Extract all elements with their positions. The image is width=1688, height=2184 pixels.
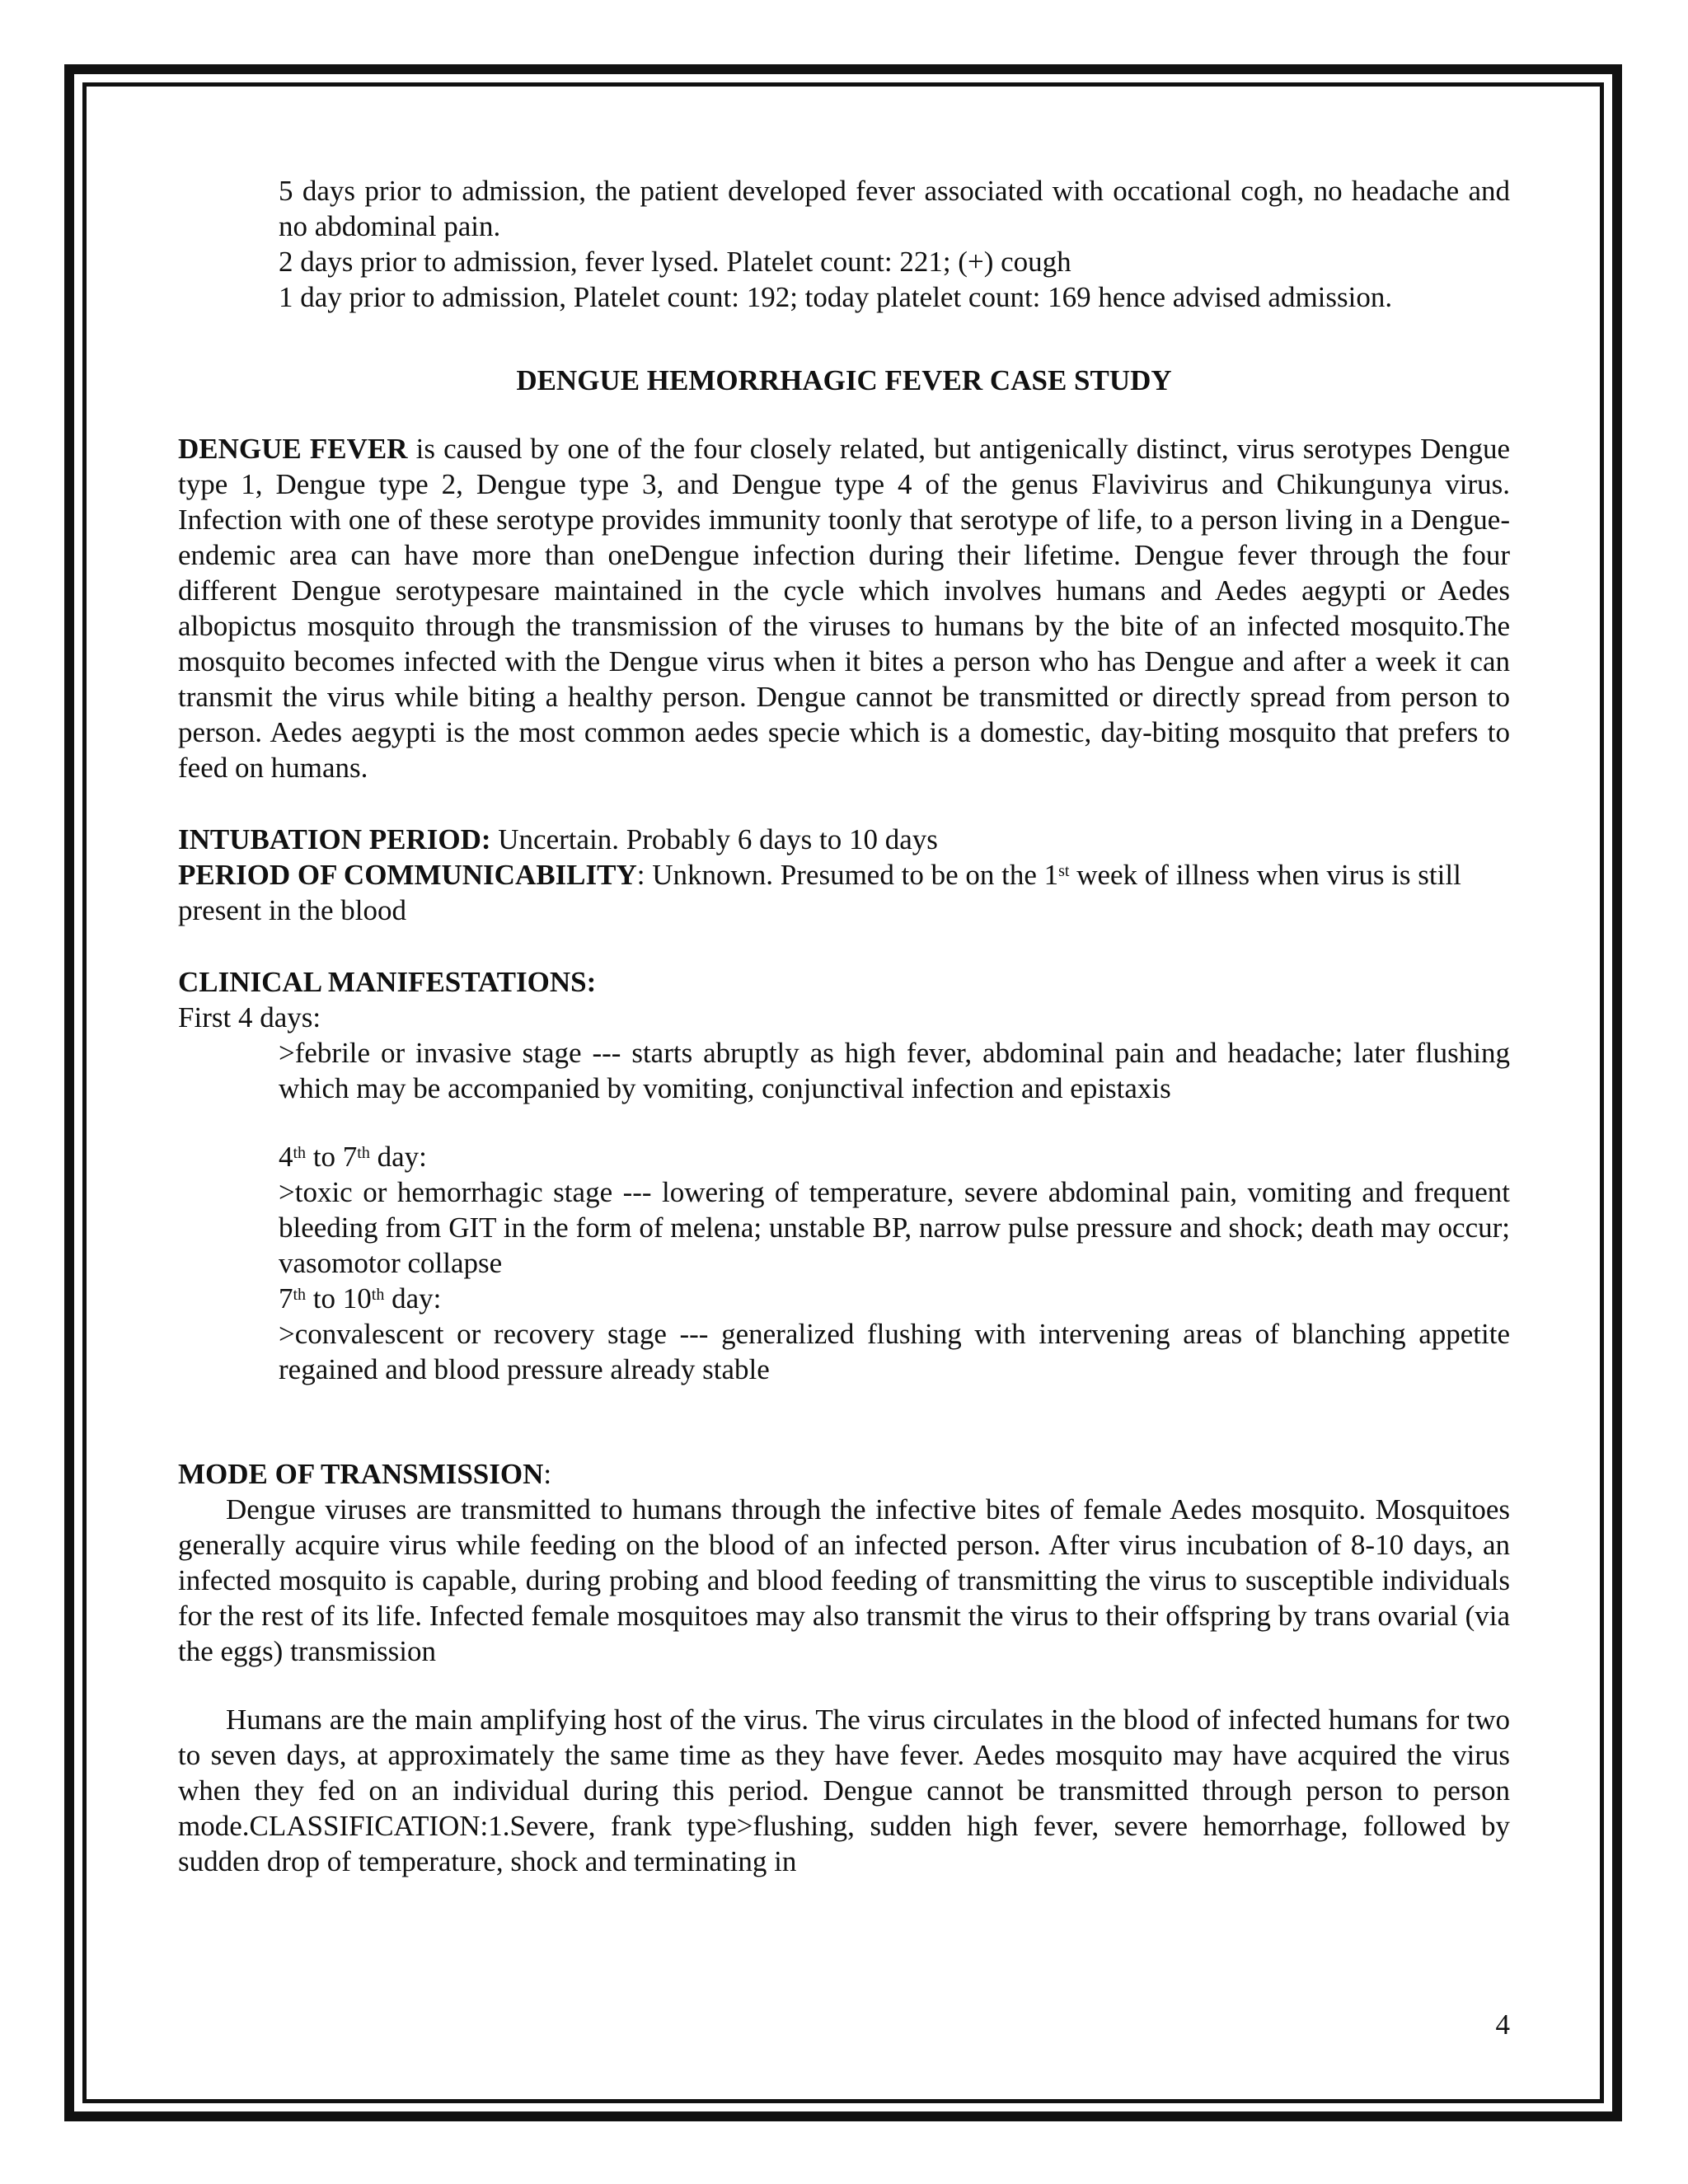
transmission-heading <box>178 1456 1510 1492</box>
transmission-heading-colon: : <box>543 1458 552 1490</box>
day3-a-sup: th <box>293 1286 307 1304</box>
clinical-heading-text: CLINICAL MANIFESTATIONS: <box>178 966 597 998</box>
intro-line-2: 2 days prior to admission, fever lysed. Platelet count: 221; (+) cough <box>279 246 1071 278</box>
dengue-fever-label: DENGUE FEVER <box>178 433 408 465</box>
communicability-paragraph <box>178 857 1510 928</box>
transmission-paragraph-1: Dengue viruses are transmitted to humans through the infective bites of female Aedes mosquito. Mosquitoes generally acquire virus while feeding on the blood of an infected person. After virus incubation of 8-10 days, an infected mosquito is capable, during probing and blood feeding of transmitting the virus to susceptible individuals for the rest of its life. Infected female mosquitoes may also transmit the virus to their offspring by trans ovarial (via the eggs) transmission <box>178 1493 1510 1667</box>
communicability-label: PERIOD OF COMMUNICABILITY <box>178 859 637 891</box>
intro-block <box>178 173 1510 315</box>
day2-b-sup: th <box>357 1144 370 1162</box>
document-title: DENGUE HEMORRHAGIC FEVER CASE STUDY <box>516 364 1172 396</box>
dengue-fever-paragraph <box>178 431 1510 785</box>
communicability-text-after: week of illness when virus is still present in the blood <box>178 859 1461 926</box>
stage-2-days <box>279 1139 1510 1174</box>
first-days-label: First 4 days: <box>178 1001 321 1033</box>
page-number: 4 <box>1495 2008 1510 2041</box>
day3-b-sup: th <box>371 1286 385 1304</box>
incubation-line <box>178 822 1510 857</box>
clinical-stages <box>178 1035 1510 1387</box>
day2-a: 4 <box>279 1141 293 1173</box>
transmission-heading-text: MODE OF TRANSMISSION <box>178 1458 544 1490</box>
communicability-sup: st <box>1058 862 1070 880</box>
stage-3-text: >convalescent or recovery stage --- generalized flushing with intervening areas of blanching appetite regained and blood pressure already stable <box>279 1318 1510 1385</box>
stage-2-text: >toxic or hemorrhagic stage --- lowering of temperature, severe abdominal pain, vomiting and frequent bleeding from GIT in the form of melena; unstable BP, narrow pulse pressure and shock; death may occur; vasomotor collapse <box>279 1176 1510 1279</box>
dengue-fever-text: is caused by one of the four closely related, but antigenically distinct, virus serotypes Dengue type 1, Dengue type 2, Dengue type 3, and Dengue type 4 of the genus Flavivirus and Chikungunya virus. Infection with one of these serotype provides immunity toonly that serotype of life, to a person living in a Dengue-endemic area can have more than oneDengue infection during their lifetime. Dengue fever through the four different Dengue serotypesare maintained in the cycle which involves humans and Aedes aegypti or Aedes albopictus mosquito through the transmission of the viruses to humans by the bite of an infected mosquito.The mosquito becomes infected with the Dengue virus when it bites a person who has Dengue and after a week it can transmit the virus while biting a healthy person. Dengue cannot be transmitted or directly spread from person to person. Aedes aegypti is the most common aedes specie which is a domestic, day-biting mosquito that prefers to feed on humans. <box>178 433 1510 784</box>
intro-line-1: 5 days prior to admission, the patient developed fever associated with occational cogh, no headache and no abdominal pain. <box>279 175 1510 242</box>
day3-a: 7 <box>279 1282 293 1315</box>
day2-c: day: <box>369 1141 427 1173</box>
communicability-text-before: : Unknown. Presumed to be on the 1 <box>636 859 1059 891</box>
intro-line-3: 1 day prior to admission, Platelet count: 192; today platelet count: 169 hence advised admission. <box>279 281 1393 313</box>
incubation-text: Uncertain. Probably 6 days to 10 days <box>490 823 938 855</box>
transmission-paragraph-2: Humans are the main amplifying host of the virus. The virus circulates in the blood of infected humans for two to seven days, at approximately the same time as they have fever. Aedes mosquito may have acquired the virus when they fed on an individual during this period. Dengue cannot be transmitted through person to person mode.CLASSIFICATION:1.Severe, frank type>flushing, sudden high fever, severe hemorrhage, followed by sudden drop of temperature, shock and terminating in <box>178 1704 1510 1877</box>
day2-b: to 7 <box>306 1141 358 1173</box>
stage-3-days <box>279 1281 1510 1316</box>
document-page <box>178 173 1510 1879</box>
incubation-label: INTUBATION PERIOD: <box>178 823 491 855</box>
stage-1-text: >febrile or invasive stage --- starts abruptly as high fever, abdominal pain and headache; later flushing which may be accompanied by vomiting, conjunctival infection and epistaxis <box>279 1037 1510 1104</box>
clinical-heading <box>178 964 1510 1000</box>
day3-b: to 10 <box>306 1282 372 1315</box>
day2-a-sup: th <box>293 1144 307 1162</box>
day3-c: day: <box>384 1282 442 1315</box>
